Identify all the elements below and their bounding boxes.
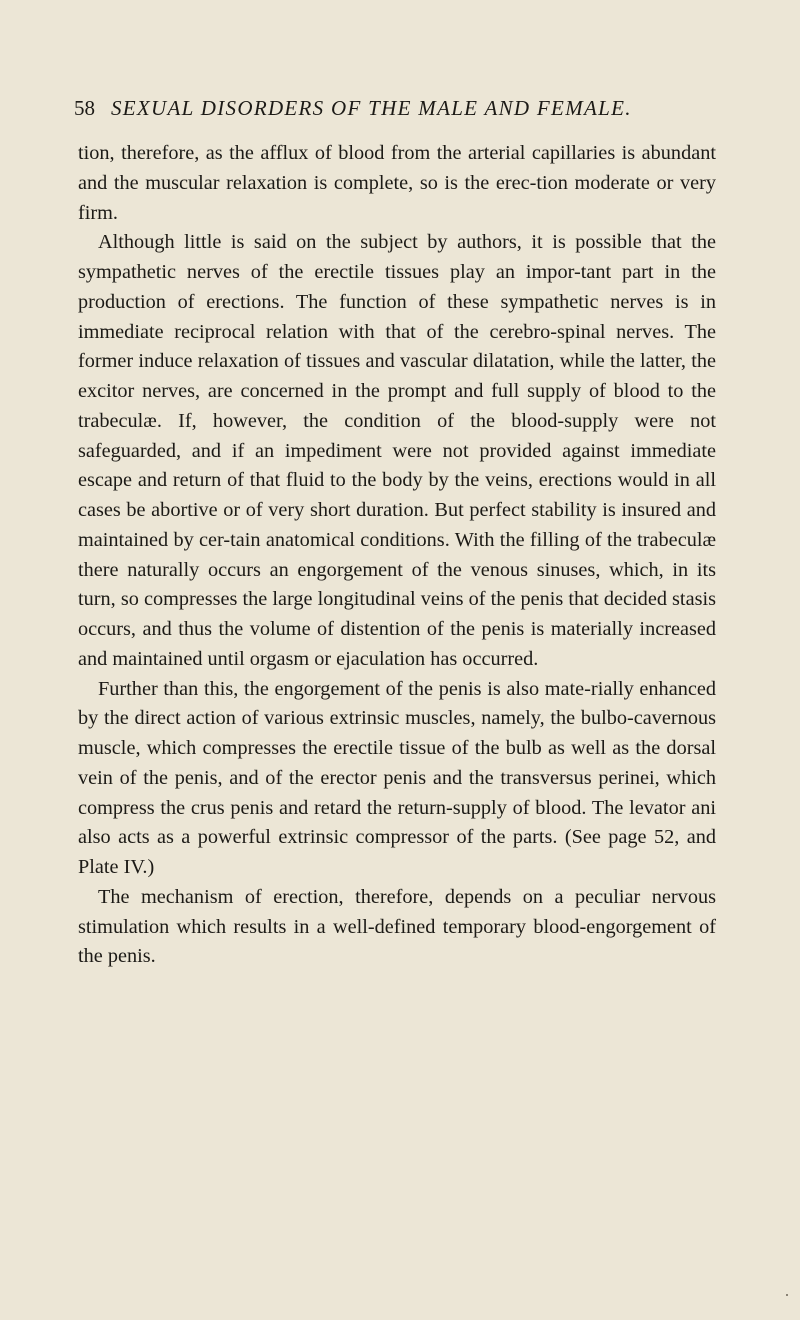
page-speck (786, 1294, 788, 1296)
paragraph-mechanism-summary: The mechanism of erection, therefore, depends on a peculiar nervous stimulation which results in a well-defined temporary blood-engorgement of the penis. (78, 885, 716, 968)
paragraph-continuation: tion, therefore, as the afflux of blood from the arterial capillaries is abundant and the muscular relaxation is complete, so is the erec-tion moderate or very firm. (78, 142, 716, 224)
running-head (74, 94, 694, 122)
running-title: SEXUAL DISORDERS OF THE MALE AND FEMALE. (111, 96, 632, 120)
paragraph-extrinsic-muscles: Further than this, the engorgement of the penis is also mate-rially enhanced by the direct action of various extrinsic muscles, namely, the bulbo-cavernous muscle, which compresses the erectile tissue of the bulb as well as the dorsal vein of the penis, and of the erector penis and the transversus perinei, which compress the crus penis and retard the return-supply of blood. The levator ani also acts as a powerful extrinsic compressor of the parts. (See page 52, and Plate IV.) (78, 677, 716, 878)
paragraph-sympathetic-nerves: Although little is said on the subject by authors, it is possible that the sympathetic nerves of the erectile tissues play an impor-tant part in the production of erections. The function of these sympathetic nerves is in immediate reciprocal relation with that of the cerebro-spinal nerves. The former induce relaxation of tissues and vascular dilatation, while the latter, the excitor nerves, are concerned in the prompt and full supply of blood to the trabeculæ. If, however, the condition of the blood-supply were not safeguarded, and if an impediment were not provided against immediate escape and return of that fluid to the body by the veins, erections would in all cases be abortive or of very short duration. But perfect stability is insured and maintained by cer-tain anatomical conditions. With the filling of the trabeculæ there naturally occurs an engorgement of the venous sinuses, which, in its turn, so compresses the large longitudinal veins of the penis that decided stasis occurs, and thus the volume of distention of the penis is materially increased and maintained until orgasm or ejaculation has occurred. (78, 231, 716, 670)
page-number: 58 (74, 96, 95, 120)
body-text (78, 139, 716, 972)
